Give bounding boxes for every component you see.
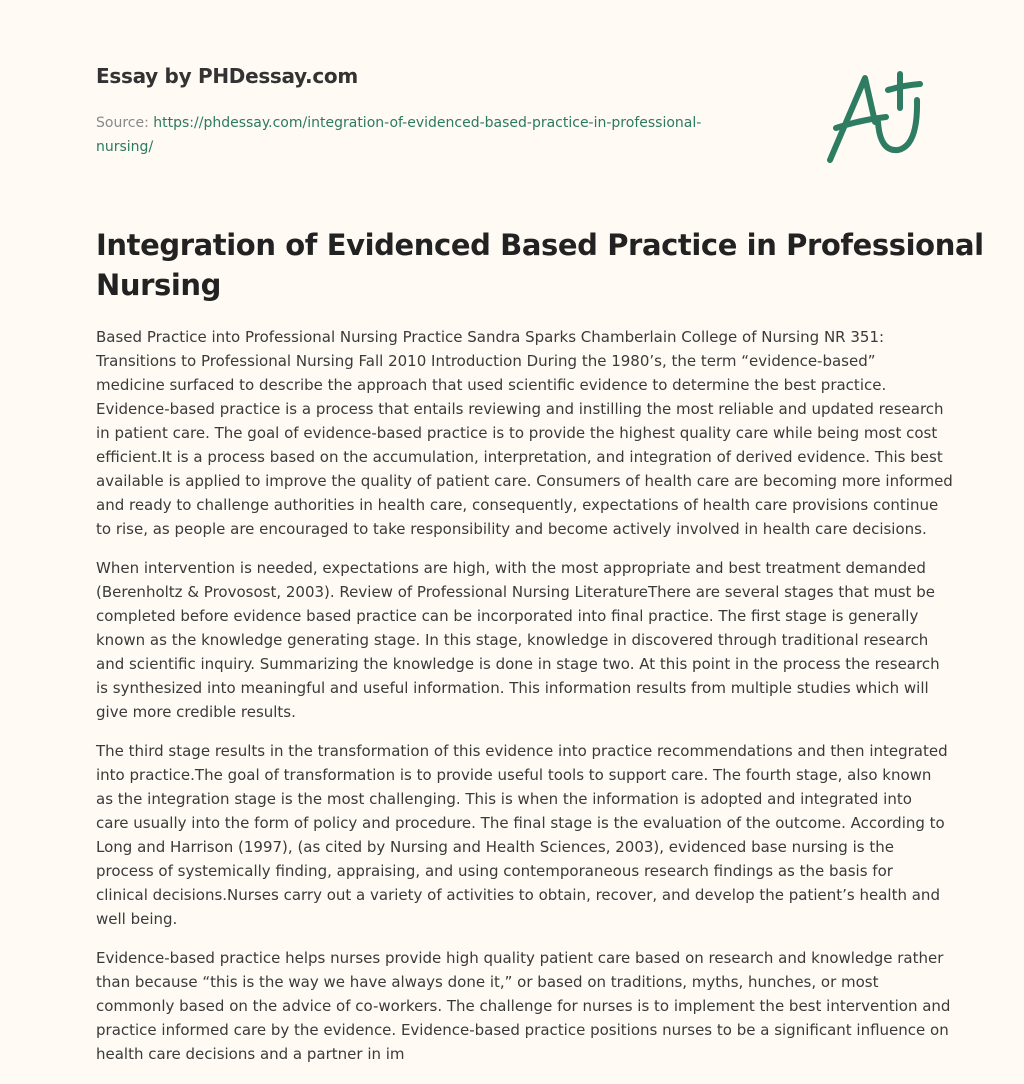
article-paragraph [96,739,956,931]
article-title [96,225,984,305]
site-brand: Essay by PHDessay.com [96,64,358,88]
paragraph-line: practice informed care by the evidence. Evidence-based practice positions nurses to be a significant influence on [96,1021,949,1039]
paragraph-line: Evidence-based practice helps nurses provide high quality patient care based on research and knowledge rather [96,949,944,967]
article-paragraph [96,325,956,541]
paragraph-line: When intervention is needed, expectations are high, with the most appropriate and best treatment demanded [96,559,926,577]
article-body [96,325,956,1081]
paragraph-line: is synthesized into meaningful and useful information. This information results from multiple studies which will [96,679,929,697]
paragraph-line: efficient.It is a process based on the accumulation, interpretation, and integration of derived evidence. This best [96,448,943,466]
paragraph-line: Long and Harrison (1997), (as cited by Nursing and Health Sciences, 2003), evidenced base nursing is the [96,838,894,856]
article-paragraph [96,946,956,1066]
source-label: Source: [96,115,154,131]
paragraph-line: clinical decisions.Nurses carry out a variety of activities to obtain, recover, and develop the patient’s health and [96,886,940,904]
article-paragraph [96,556,956,724]
paragraph-line: care usually into the form of policy and procedure. The final stage is the evaluation of the outcome. According to [96,814,945,832]
paragraph-line: The third stage results in the transformation of this evidence into practice recommendations and then integrated [96,742,948,760]
paragraph-line: Based Practice into Professional Nursing Practice Sandra Sparks Chamberlain College of Nursing NR 351: [96,328,885,346]
title-line-1: Integration of Evidenced Based Practice in Professional [96,228,984,262]
title-line-2: Nursing [96,268,222,302]
paragraph-line: Transitions to Professional Nursing Fall 2010 Introduction During the 1980’s, the term “evidence-based” [96,352,876,370]
source-link[interactable] [96,115,701,155]
source-url-line-1[interactable]: https://phdessay.com/integration-of-evidenced-based-practice-in-professional- [153,115,702,131]
paragraph-line: health care decisions and a partner in im [96,1045,405,1063]
paragraph-line: than because “this is the way we have always done it,” or based on traditions, myths, hunches, or most [96,973,879,991]
a-plus-logo-icon [820,60,940,170]
paragraph-line: in patient care. The goal of evidence-based practice is to provide the highest quality care while being most cost [96,424,938,442]
paragraph-line: into practice.The goal of transformation is to provide useful tools to support care. The fourth stage, also known [96,766,932,784]
paragraph-line: process of systemically finding, appraising, and using contemporaneous research findings as the basis for [96,862,893,880]
paragraph-line: well being. [96,910,178,928]
source-citation [96,111,796,159]
paragraph-line: to rise, as people are encouraged to take responsibility and become actively involved in health care decisions. [96,520,927,538]
paragraph-line: medicine surfaced to describe the approach that used scientific evidence to determine the best practice. [96,376,887,394]
paragraph-line: available is applied to improve the quality of patient care. Consumers of health care are becoming more informed [96,472,953,490]
paragraph-line: Evidence-based practice is a process that entails reviewing and instilling the most reliable and updated research [96,400,944,418]
source-url-line-2[interactable]: nursing/ [96,139,154,155]
paragraph-line: and ready to challenge authorities in health care, consequently, expectations of health care provisions continue [96,496,939,514]
paragraph-line: (Berenholtz & Provosost, 2003). Review of Professional Nursing LiteratureThere are several stages that must be [96,583,935,601]
paragraph-line: completed before evidence based practice can be incorporated into final practice. The first stage is generally [96,607,919,625]
paragraph-line: give more credible results. [96,703,296,721]
paragraph-line: and scientific inquiry. Summarizing the knowledge is done in stage two. At this point in the process the research [96,655,940,673]
paragraph-line: known as the knowledge generating stage. In this stage, knowledge in discovered through traditional research [96,631,929,649]
paragraph-line: as the integration stage is the most challenging. This is when the information is adopted and integrated into [96,790,912,808]
paragraph-line: commonly based on the advice of co-workers. The challenge for nurses is to implement the best intervention and [96,997,951,1015]
